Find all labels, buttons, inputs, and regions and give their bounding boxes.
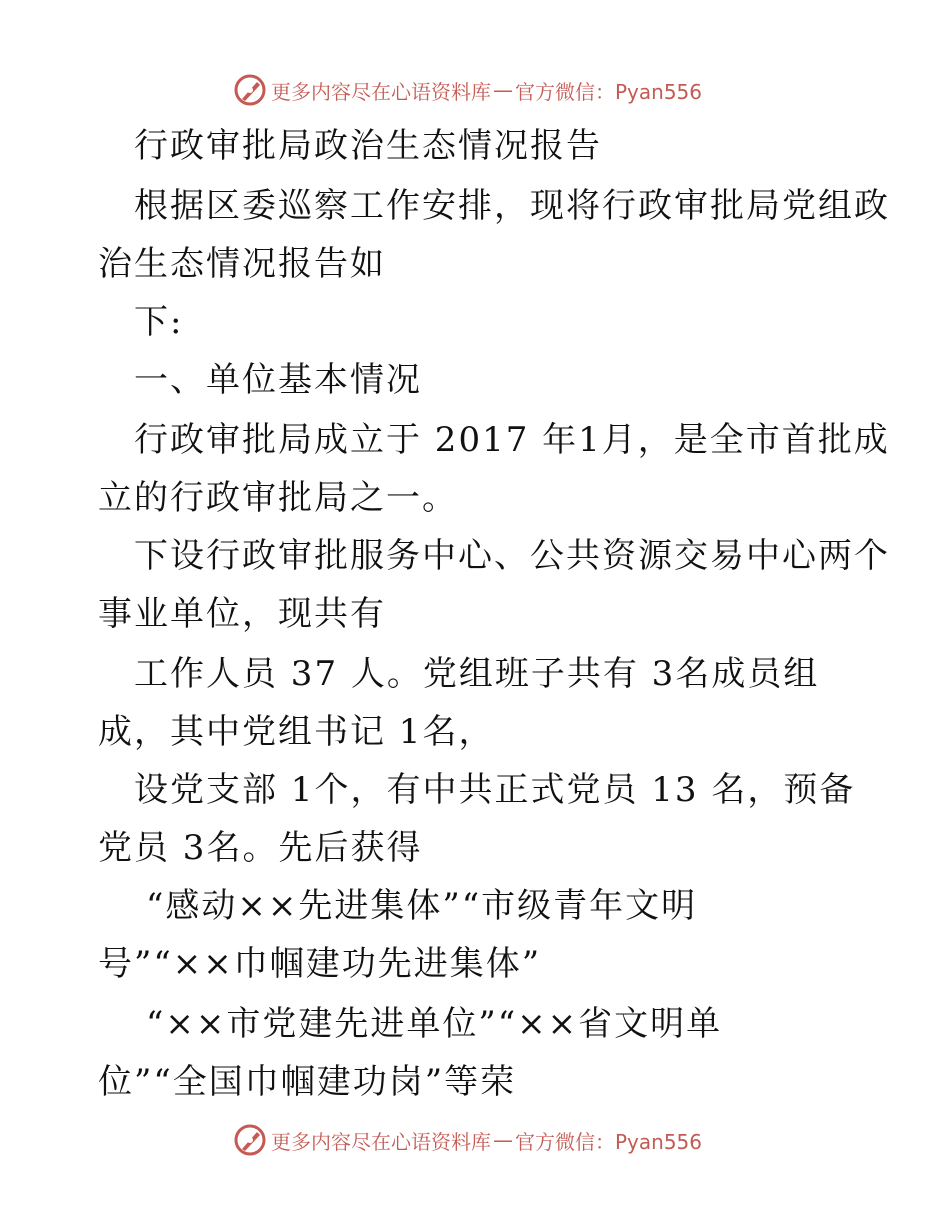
document-title: 行政审批局政治生态情况报告 (134, 126, 602, 166)
watermark-separator: — (493, 78, 513, 102)
paragraph-line: 党员 3名。先后获得 (98, 828, 423, 868)
paragraph-line: 事业单位，现共有 (98, 594, 386, 634)
paragraph-line: 治生态情况报告如 (98, 244, 386, 284)
section-heading: 一、单位基本情况 (134, 360, 422, 400)
pen-circle-logo-icon (233, 73, 267, 107)
header-watermark (233, 72, 702, 108)
paragraph-line: 位”“全国巾帼建功岗”等荣 (98, 1062, 517, 1102)
paragraph-line: “感动××先进集体”“市级青年文明 (146, 886, 698, 926)
paragraph-line: 根据区委巡察工作安排，现将行政审批局党组政 (134, 186, 890, 226)
paragraph-line: 成，其中党组书记 1名， (98, 712, 495, 752)
pen-circle-logo-icon (233, 1123, 267, 1157)
watermark-site-text: 更多内容尽在心语资料库 (271, 1129, 491, 1154)
paragraph-line: 工作人员 37 人。党组班子共有 3名成员组 (134, 654, 820, 694)
paragraph-line: 号”“××巾帼建功先进集体” (98, 944, 542, 984)
paragraph-line: 设党支部 1个，有中共正式党员 13 名，预备 (134, 770, 856, 810)
watermark-wechat-text: 官方微信：Pyan556 (515, 79, 703, 104)
paragraph-line: 下设行政审批服务中心、公共资源交易中心两个 (134, 536, 890, 576)
watermark-separator: — (493, 1128, 513, 1152)
watermark-wechat-text: 官方微信：Pyan556 (515, 1129, 703, 1154)
paragraph-line: “××市党建先进单位”“××省文明单 (146, 1004, 723, 1044)
paragraph-line: 下: (134, 302, 184, 342)
watermark-site-text: 更多内容尽在心语资料库 (271, 79, 491, 104)
paragraph-line: 立的行政审批局之一。 (98, 478, 458, 518)
paragraph-line: 行政审批局成立于 2017 年1月，是全市首批成 (134, 420, 890, 460)
footer-watermark (233, 1122, 702, 1158)
